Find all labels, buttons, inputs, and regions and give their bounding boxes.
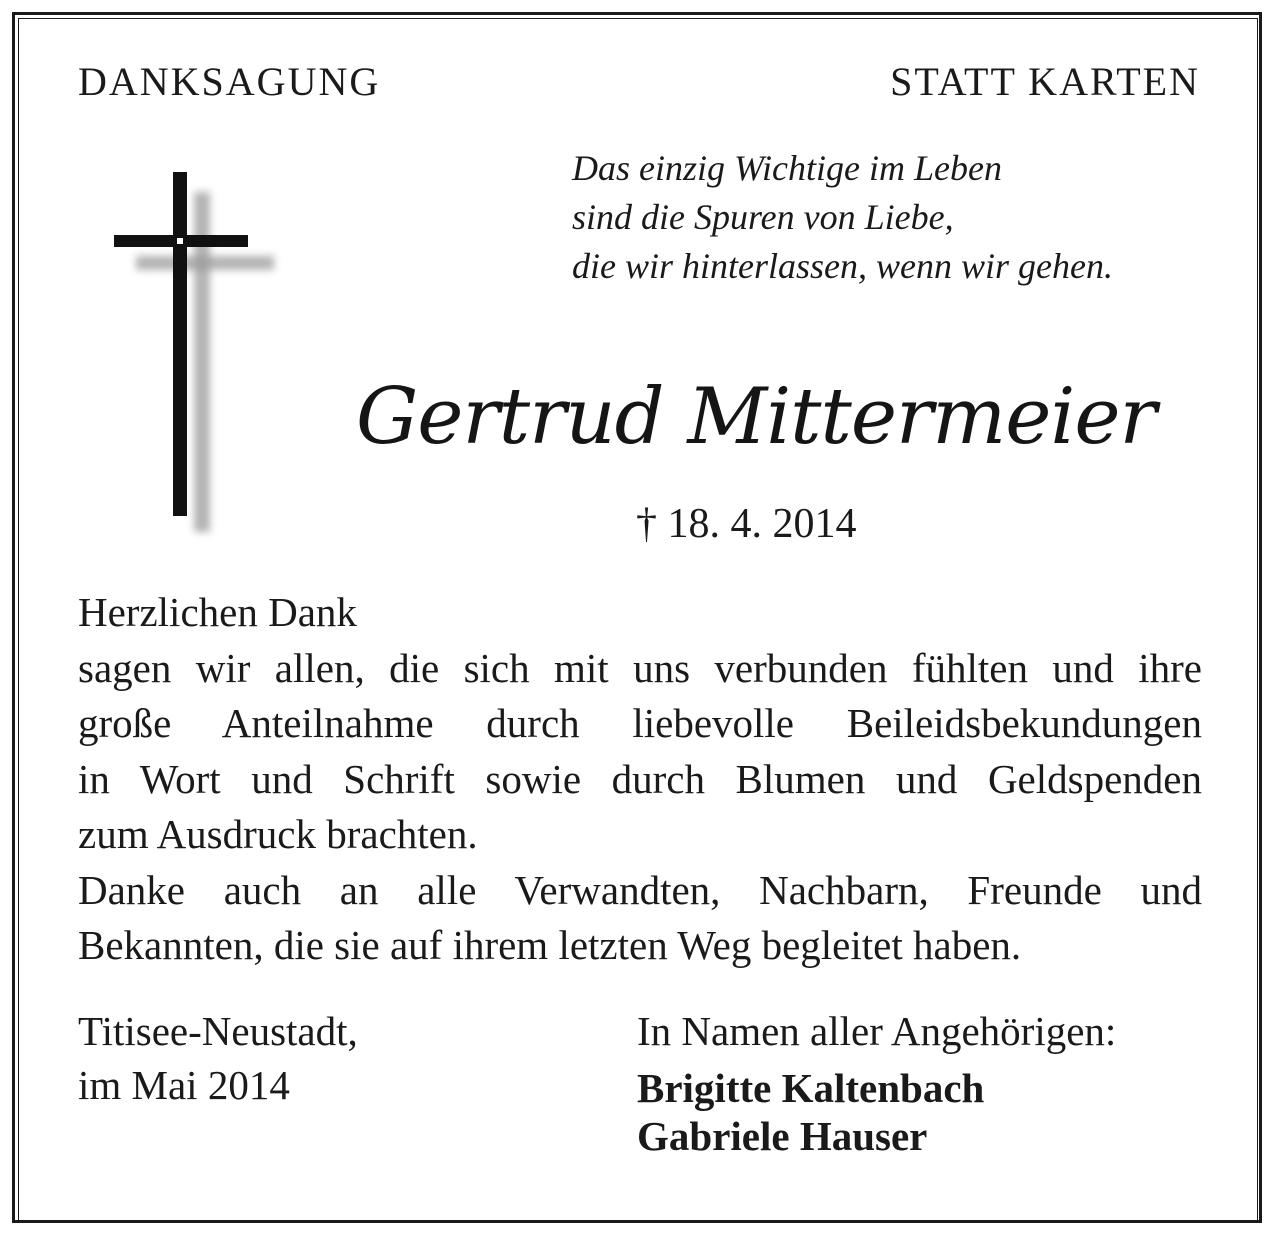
body-line: in Wort und Schrift sowie durch Blumen und Geldspenden	[78, 755, 1202, 802]
body-line: sagen wir allen, die sich mit uns verbunden fühlten und ihre	[78, 644, 1202, 691]
header-statt-karten: STATT KARTEN	[890, 59, 1200, 104]
on-behalf-line: In Namen aller Angehörigen:	[637, 1008, 1117, 1054]
body-line: Bekannten, die sie auf ihrem letzten Weg begleitet haben.	[78, 922, 1022, 968]
thank-you-text	[78, 585, 1202, 974]
signatory-name: Brigitte Kaltenbach	[637, 1065, 985, 1111]
cross-center-highlight	[177, 238, 183, 244]
cross-icon	[110, 170, 280, 540]
header-danksagung: DANKSAGUNG	[78, 59, 381, 104]
date-line: im Mai 2014	[78, 1062, 290, 1108]
cross-vertical-bar	[173, 172, 187, 516]
quote-line: sind die Spuren von Liebe,	[572, 197, 954, 237]
body-line: große Anteilnahme durch liebevolle Beileidsbekundungen	[78, 700, 1202, 746]
place-and-date	[78, 1004, 358, 1112]
body-line: Herzlichen Dank	[78, 589, 357, 635]
quote-line: Das einzig Wichtige im Leben	[572, 148, 1002, 188]
cross-shadow-horizontal	[136, 256, 274, 270]
quote	[572, 144, 1113, 291]
signatory-name: Gabriele Hauser	[637, 1113, 928, 1159]
death-date: † 18. 4. 2014	[636, 501, 857, 547]
body-line: Danke auch an alle Verwandten, Nachbarn, Freunde und	[78, 866, 1202, 913]
body-line: zum Ausdruck brachten.	[78, 811, 478, 857]
quote-line: die wir hinterlassen, wenn wir gehen.	[572, 246, 1113, 286]
place-line: Titisee-Neustadt,	[78, 1008, 358, 1054]
signature-block	[637, 1004, 1116, 1160]
deceased-name: Gertrud Mittermeier	[356, 372, 1156, 462]
signatory-names	[637, 1064, 1116, 1160]
